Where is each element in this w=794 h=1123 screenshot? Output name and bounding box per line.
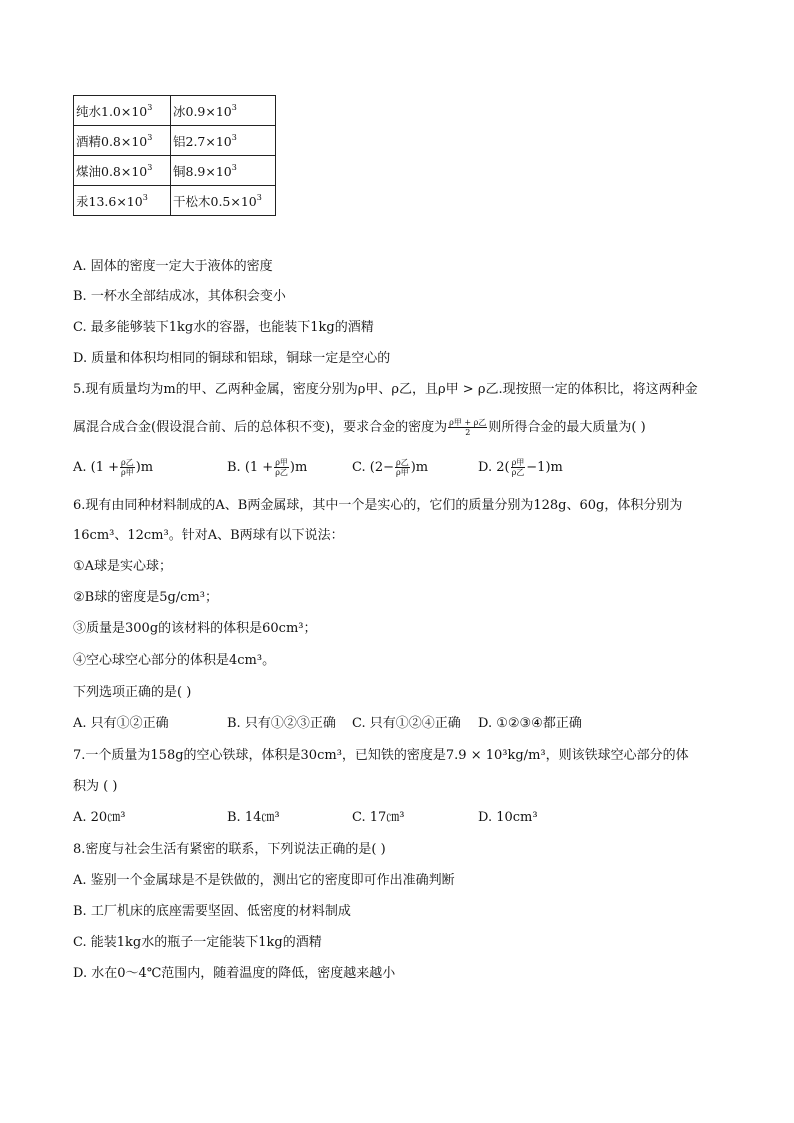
q4-option-b: B. 一杯水全部结成冰，其体积会变小 [73,289,286,304]
q5-option-c: C. (2− $\frac{\text{ρ乙}}{\text{ρ甲}}$ )m [352,458,429,477]
q5-density-fraction: $\frac{\text{ρ甲 + ρ乙}}{2}$ [449,418,487,437]
table-cell: 纯水$1.0\times 10^3$ [74,96,171,126]
q8-stem: 8.密度与社会生活有紧密的联系，下列说法正确的是( ) [73,842,386,857]
table-row [74,96,276,126]
table-cell: 酒精$0.8\times 10^3$ [74,126,171,156]
q7-stem-line2: 积为 ( ) [73,779,118,794]
table-row [74,156,276,186]
table-cell: 煤油$0.8\times 10^3$ [74,156,171,186]
q5-stem-line2: 属混合成合金(假设混合前、后的总体积不变)，要求合金的密度为 $\frac{\text{ρ甲 + ρ乙}}{2}$ 则所得合金的最大质量为( ) [73,418,646,437]
q8-option-a: A. 鉴别一个金属球是不是铁做的，测出它的密度即可作出准确判断 [73,873,455,888]
q6-option-a: A. 只有①②正确 [73,716,169,731]
q7-option-b: B. 14㎝³ [227,810,280,825]
q4-option-a: A. 固体的密度一定大于液体的密度 [73,259,273,274]
q6-stem-line1: 6.现有由同种材料制成的A、B两金属球，其中一个是实心的，它们的质量分别为128g、60g，体积分别为 [73,498,683,513]
q6-option-c: C. 只有①②④正确 [352,716,461,731]
q7-option-d: D. 10cm³ [478,810,538,825]
table-row [74,186,276,216]
q6-statement-2: ②B球的密度是5g/cm³； [73,590,218,605]
q6-option-d: D. ①②③④都正确 [478,716,582,731]
q7-stem-line1: 7.一个质量为158g的空心铁球，体积是30cm³，已知铁的密度是7.9 × 10³kg/m³，则该铁球空心部分的体 [73,748,689,763]
q6-statement-4: ④空心球空心部分的体积是4cm³。 [73,653,276,668]
table-cell: 铝$2.7\times 10^3$ [171,126,276,156]
q6-statement-3: ③质量是300g的该材料的体积是60cm³； [73,621,317,636]
q7-option-c: C. 17㎝³ [352,810,405,825]
table-cell: 干松木$0.5\times 10^3$ [171,186,276,216]
q8-option-b: B. 工厂机床的底座需要坚固、低密度的材料制成 [73,904,351,919]
q8-option-c: C. 能装1kg水的瓶子一定能装下1kg的酒精 [73,935,322,950]
table-cell: 铜$8.9\times 10^3$ [171,156,276,186]
table-cell: 冰$0.9\times 10^3$ [171,96,276,126]
q6-statement-1: ①A球是实心球； [73,559,173,574]
q7-option-a: A. 20㎝³ [73,810,126,825]
q5-option-b: B. (1 + $\frac{\text{ρ甲}}{\text{ρ乙}}$ )m [227,458,308,477]
q5-stem-line1: 5.现有质量均为m的甲、乙两种金属，密度分别为ρ甲、ρ乙，且ρ甲 > ρ乙.现按照一定的体积比，将这两种金 [73,382,698,397]
q8-option-d: D. 水在0～4℃范围内，随着温度的降低，密度越来越小 [73,966,396,981]
q6-stem-line2: 16cm³、12cm³。针对A、B两球有以下说法： [73,528,344,543]
q6-option-b: B. 只有①②③正确 [227,716,336,731]
density-table [73,95,276,216]
q4-option-c: C. 最多能够装下1kg水的容器，也能装下1kg的酒精 [73,320,374,335]
table-cell: 汞$13.6\times 10^3$ [74,186,171,216]
q5-option-a: A. (1 + $\frac{\text{ρ乙}}{\text{ρ甲}}$ )m [73,458,154,477]
q6-question: 下列选项正确的是( ) [73,685,192,700]
q4-option-d: D. 质量和体积均相同的铜球和铝球，铜球一定是空心的 [73,351,391,366]
table-row [74,126,276,156]
q5-option-d: D. 2( $\frac{\text{ρ甲}}{\text{ρ乙}}$ −1)m [478,458,563,477]
